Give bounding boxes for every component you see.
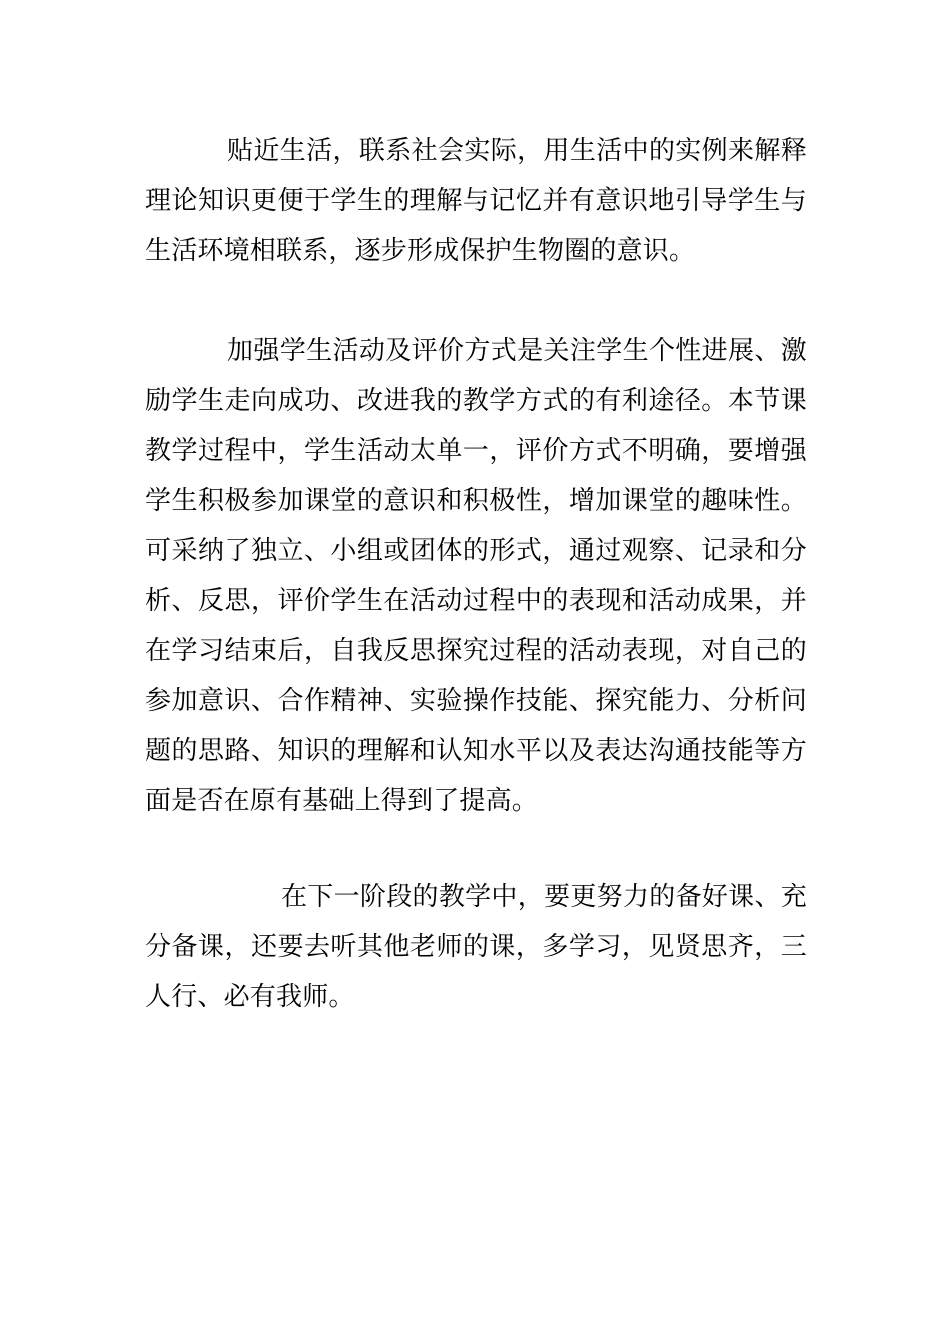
paragraph-2: 加强学生活动及评价方式是关注学生个性进展、激励学生走向成功、改进我的教学方式的有利途径。本节课教学过程中，学生活动太单一，评价方式不明确，要增强学生积极参加课堂的意识和积极性，增加课堂的趣味性。可采纳了独立、小组或团体的形式，通过观察、记录和分析、反思，评价学生在活动过程中的表现和活动成果，并在学习结束后，自我反思探究过程的活动表现，对自己的参加意识、合作精神、实验操作技能、探究能力、分析问题的思路、知识的理解和认知水平以及表达沟通技能等方面是否在原有基础上得到了提高。 bbox=[145, 336, 807, 816]
paragraph-3: 在下一阶段的教学中，要更努力的备好课、充分备课，还要去听其他老师的课，多学习，见贤思齐，三人行、必有我师。 bbox=[145, 882, 807, 1012]
paragraph-1: 贴近生活，联系社会实际，用生活中的实例来解释理论知识更便于学生的理解与记忆并有意识地引导学生与生活环境相联系，逐步形成保护生物圈的意识。 bbox=[145, 136, 807, 266]
